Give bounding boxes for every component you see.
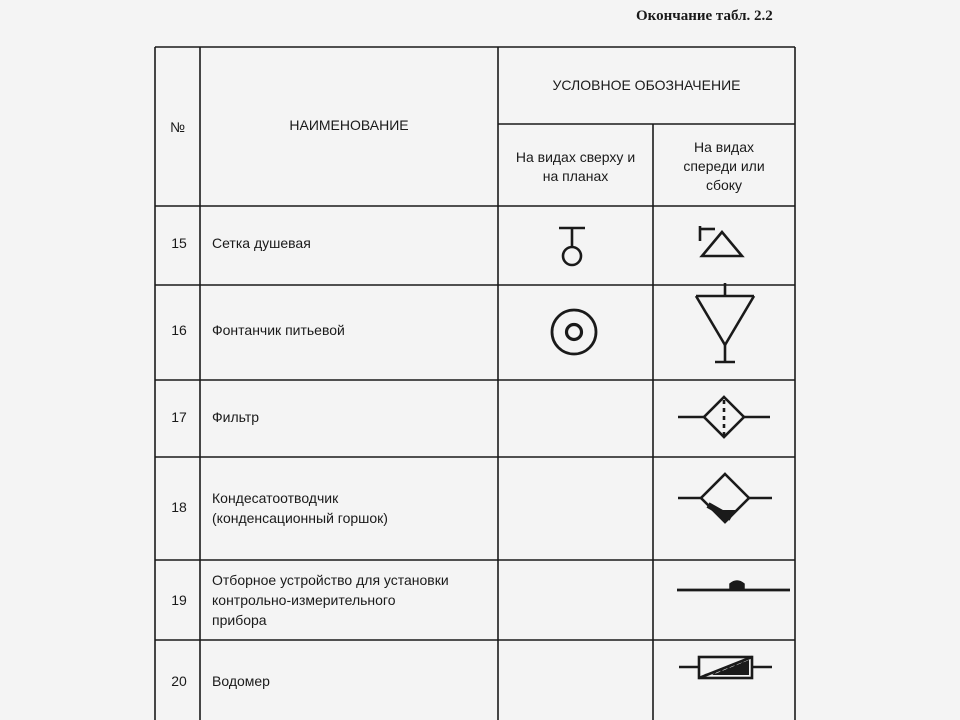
row-name-18-line-2: (конденсационный горшок)	[212, 510, 388, 526]
row-number-16: 16	[171, 322, 187, 338]
row-number-18: 18	[171, 499, 187, 515]
row-name-16: Фонтанчик питьевой	[212, 322, 345, 338]
header-name: НАИМЕНОВАНИЕ	[289, 117, 409, 133]
drinking-fountain-side-icon	[696, 283, 754, 362]
row-number-19: 19	[171, 592, 187, 608]
header-top-view-line-1: На видах сверху и	[515, 149, 636, 165]
row-name-15: Сетка душевая	[212, 235, 311, 251]
row-name-17: Фильтр	[212, 409, 260, 425]
row-name-19-line-1: Отборное устройство для установки	[212, 572, 449, 588]
header-symbol: УСЛОВНОЕ ОБОЗНАЧЕНИЕ	[552, 77, 741, 93]
header-front-view-line-3: сбоку	[705, 177, 743, 193]
row-number-20: 20	[171, 673, 187, 689]
header-top-view-line-2: на планах	[542, 168, 609, 184]
row-name-20: Водомер	[212, 673, 270, 689]
shower-screen-plan-icon	[559, 228, 585, 265]
drinking-fountain-plan-icon	[552, 310, 596, 354]
row-number-17: 17	[171, 409, 187, 425]
row-name-18-line-1: Кондесатоотводчик	[212, 490, 339, 506]
filter-icon	[678, 397, 770, 437]
table-caption: Окончание табл. 2.2	[636, 8, 773, 24]
water-meter-icon	[679, 657, 772, 678]
header-number: №	[169, 119, 186, 135]
row-number-15: 15	[171, 235, 187, 251]
header-front-view-line-2: спереди или	[683, 158, 765, 174]
header-front-view-line-1: На видах	[694, 139, 754, 155]
sampling-device-icon	[677, 581, 790, 590]
shower-screen-side-icon	[700, 226, 742, 256]
row-name-19-line-3: прибора	[212, 612, 267, 628]
row-name-19-line-2: контрольно-измерительного	[212, 592, 396, 608]
condensate-trap-icon	[678, 474, 772, 522]
